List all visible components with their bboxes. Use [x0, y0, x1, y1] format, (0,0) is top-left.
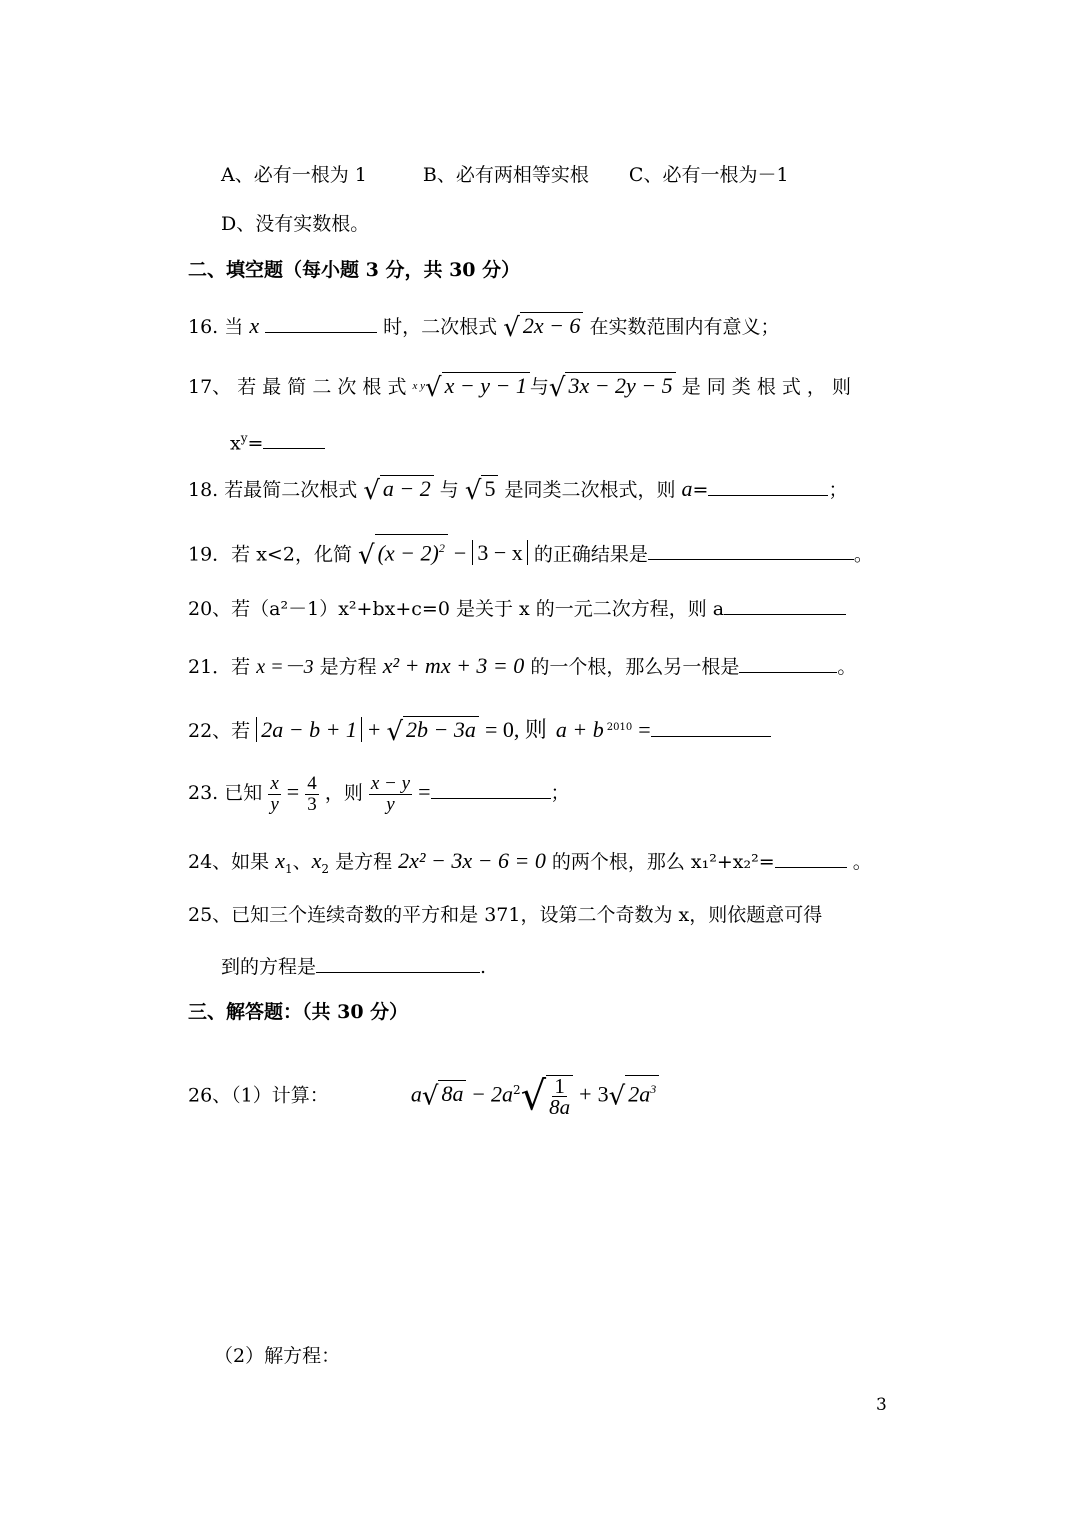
- q19-pre: 19．若 x<2，化简: [188, 543, 352, 566]
- q22-eq0: = 0, 则: [484, 717, 547, 742]
- question-17-line2: [230, 424, 325, 457]
- q16-var: x: [249, 313, 260, 338]
- q23-eq1: =: [286, 779, 300, 804]
- q23-mid: ，则: [324, 782, 363, 804]
- q24-sep: 、: [292, 851, 312, 873]
- q23-frac-1-den: y: [270, 793, 279, 815]
- q21-end: 。: [837, 656, 857, 678]
- q23-frac-2: [305, 774, 319, 815]
- q23-frac-2-num: 4: [307, 772, 317, 794]
- q26-sqrt-icon-3: √: [608, 1081, 626, 1112]
- q21-blank[interactable]: [739, 650, 837, 673]
- question-22: [188, 714, 771, 746]
- q17-sqrt-icon-1: √: [425, 373, 442, 403]
- q22-abs: [256, 717, 362, 742]
- q19-minus: −: [453, 540, 467, 566]
- q21-pre: 21．若: [188, 656, 251, 678]
- q21-mid: 是方程: [319, 656, 377, 678]
- q18-sqrt-icon-1: √: [363, 476, 380, 506]
- q24-mid: 是方程: [335, 851, 393, 873]
- q22-eq: =: [638, 717, 651, 742]
- q16-pre: 16. 当: [188, 316, 244, 338]
- q22-pre: 22、若: [188, 720, 251, 742]
- q21-post: 的一个根，那么另一根是: [530, 656, 740, 678]
- q18-radicand-1: a − 2: [380, 475, 434, 502]
- question-17: [188, 372, 851, 402]
- q23-frac-1-num: x: [270, 772, 279, 794]
- q19-post: 的正确结果是: [533, 543, 648, 566]
- q19-blank[interactable]: [648, 537, 854, 560]
- q16-blank[interactable]: [265, 310, 377, 333]
- q18-post: ；: [828, 479, 848, 501]
- q22-radicand: 2b − 3a: [403, 716, 479, 743]
- q26-radicand-3-sup: 3: [650, 1082, 657, 1096]
- q26-term1-coef: a: [410, 1081, 422, 1107]
- q17-x: x: [230, 432, 241, 455]
- question-24: [188, 845, 872, 883]
- q26-radicand-1: 8a: [438, 1080, 466, 1107]
- q19-end: 。: [853, 543, 873, 566]
- q26-sqrt-icon-2: √: [520, 1073, 547, 1120]
- q26-op1: −: [472, 1081, 485, 1107]
- q23-blank[interactable]: [431, 776, 551, 799]
- q23-pre: 23. 已知: [188, 782, 263, 804]
- question-25: [188, 901, 822, 929]
- question-26-part2: [214, 1342, 340, 1370]
- q26-radicand-3-text: 2a: [628, 1081, 651, 1107]
- q24-post: 的两个根，那么 x₁²+x₂²=: [551, 851, 775, 873]
- q17-eq: =: [247, 432, 264, 455]
- q15-option-d: [221, 210, 369, 238]
- q16-sqrt-icon: √: [503, 313, 520, 343]
- q26-term3-coef: 3: [597, 1081, 609, 1107]
- q25-end: .: [480, 956, 487, 978]
- q26-part1-label: 26、（1）计算：: [188, 1084, 329, 1107]
- q18-var: a: [681, 476, 693, 501]
- q26-sqrt-icon-1: √: [421, 1081, 439, 1112]
- q24-x2: x: [311, 848, 322, 873]
- q16-post: 在实数范围内有意义；: [589, 316, 780, 338]
- question-20: [188, 592, 846, 623]
- q16-mid: 时，二次根式: [383, 316, 498, 338]
- section2-heading: [188, 256, 520, 284]
- q22-base: a + b: [555, 717, 604, 742]
- q23-frac-2-den: 3: [307, 793, 317, 815]
- q19-radicand-sup: 2: [438, 541, 445, 555]
- page-number: [876, 1395, 887, 1415]
- q18-mid: 是同类二次根式，则: [504, 479, 676, 501]
- q23-frac-3-num: x − y: [370, 772, 411, 794]
- question-16: [188, 310, 780, 342]
- q24-x2-sub: 2: [321, 861, 330, 876]
- q17-radicand-2: 3x − 2y − 5: [565, 372, 675, 399]
- q17-y-sup: y: [240, 431, 248, 445]
- q15-options-row: [221, 161, 789, 189]
- q17-sqrt-icon-2: √: [548, 373, 566, 403]
- q24-blank[interactable]: [775, 845, 847, 868]
- q26-part2-label: （2）解方程：: [214, 1345, 341, 1367]
- question-25-line2: [221, 950, 486, 981]
- q22-abs-text: 2a − b + 1: [261, 717, 357, 742]
- q23-post: ；: [550, 782, 570, 804]
- q26-term2-coef: 2a: [490, 1081, 513, 1107]
- q22-exp: 2010: [606, 722, 633, 733]
- q26-frac: [549, 1074, 571, 1120]
- q26-frac-num: 1: [554, 1074, 565, 1099]
- q17-blank[interactable]: [263, 426, 325, 449]
- q24-end: 。: [852, 851, 872, 873]
- q26-op2: +: [579, 1081, 592, 1107]
- q20-text: 20、若（a²－1）x²+bx+c=0 是关于 x 的一元二次方程，则 a: [188, 598, 725, 620]
- q24-x1-sub: 1: [285, 861, 293, 876]
- q17-post: 是 同 类 根 式 ， 则: [681, 376, 851, 398]
- q18-sqrt-icon-2: √: [464, 476, 482, 506]
- q15-option-d-text: D、没有实数根。: [221, 213, 370, 235]
- q19-sqrt-icon: √: [358, 540, 375, 571]
- q15-option-b: B、必有两相等实根: [422, 164, 589, 186]
- q26-radicand-3: [625, 1075, 659, 1107]
- q20-blank[interactable]: [724, 592, 846, 615]
- q19-radicand: [375, 534, 448, 566]
- q24-pre: 24、如果: [188, 851, 270, 873]
- q19-abs: [472, 540, 527, 565]
- q23-frac-1: [268, 774, 280, 815]
- q17-radicand-1: x − y − 1: [442, 372, 530, 399]
- q24-equation: 2x² − 3x − 6 = 0: [398, 848, 546, 873]
- q23-frac-3: [369, 774, 412, 815]
- question-21: [188, 650, 856, 681]
- q18-joiner: 与: [439, 479, 459, 501]
- section3-heading-text: 三、解答题：（共 30 分）: [188, 1001, 409, 1023]
- question-26-part1: [188, 1060, 659, 1126]
- page-number-text: 3: [876, 1395, 887, 1415]
- q25-line1: 25、已知三个连续奇数的平方和是 371，设第二个奇数为 x，则依题意可得: [188, 904, 823, 926]
- q22-plus: +: [367, 717, 381, 742]
- question-19: [188, 534, 873, 569]
- q18-blank[interactable]: [708, 473, 828, 496]
- q17-joiner: 与: [529, 376, 549, 398]
- question-18: [188, 473, 847, 505]
- q18-pre: 18. 若最简二次根式: [188, 479, 358, 501]
- q17-root-index: x y: [412, 380, 426, 392]
- q18-eq: =: [692, 479, 709, 501]
- question-23: [188, 770, 570, 815]
- q19-radicand-text: (x − 2): [377, 540, 439, 566]
- q26-radicand-2: [546, 1074, 573, 1120]
- q25-blank[interactable]: [316, 950, 480, 973]
- q16-radicand: 2x − 6: [520, 312, 584, 339]
- q22-sqrt-icon: √: [386, 717, 404, 747]
- q19-abs-text: 3 − x: [477, 540, 523, 566]
- q24-x1: x: [275, 848, 285, 873]
- q21-root: x =－3: [256, 656, 314, 678]
- q21-equation: x² + mx + 3 = 0: [382, 653, 525, 678]
- q22-blank[interactable]: [651, 714, 771, 737]
- q18-radicand-2: 5: [481, 475, 498, 502]
- q17-pre: 17、 若 最 简 二 次 根 式: [188, 376, 407, 398]
- q15-option-c: C、必有一根为－1: [628, 164, 789, 186]
- q26-term2-sup: 2: [512, 1083, 521, 1097]
- section2-heading-text: 二、填空题（每小题 3 分，共 30 分）: [188, 259, 521, 281]
- q26-frac-den: 8a: [549, 1095, 571, 1120]
- q23-eq2: =: [418, 779, 431, 804]
- q23-frac-3-den: y: [386, 793, 395, 815]
- section3-heading: [188, 998, 408, 1026]
- q25-line2: 到的方程是: [221, 956, 317, 978]
- q15-option-a: A、必有一根为 1: [221, 164, 367, 186]
